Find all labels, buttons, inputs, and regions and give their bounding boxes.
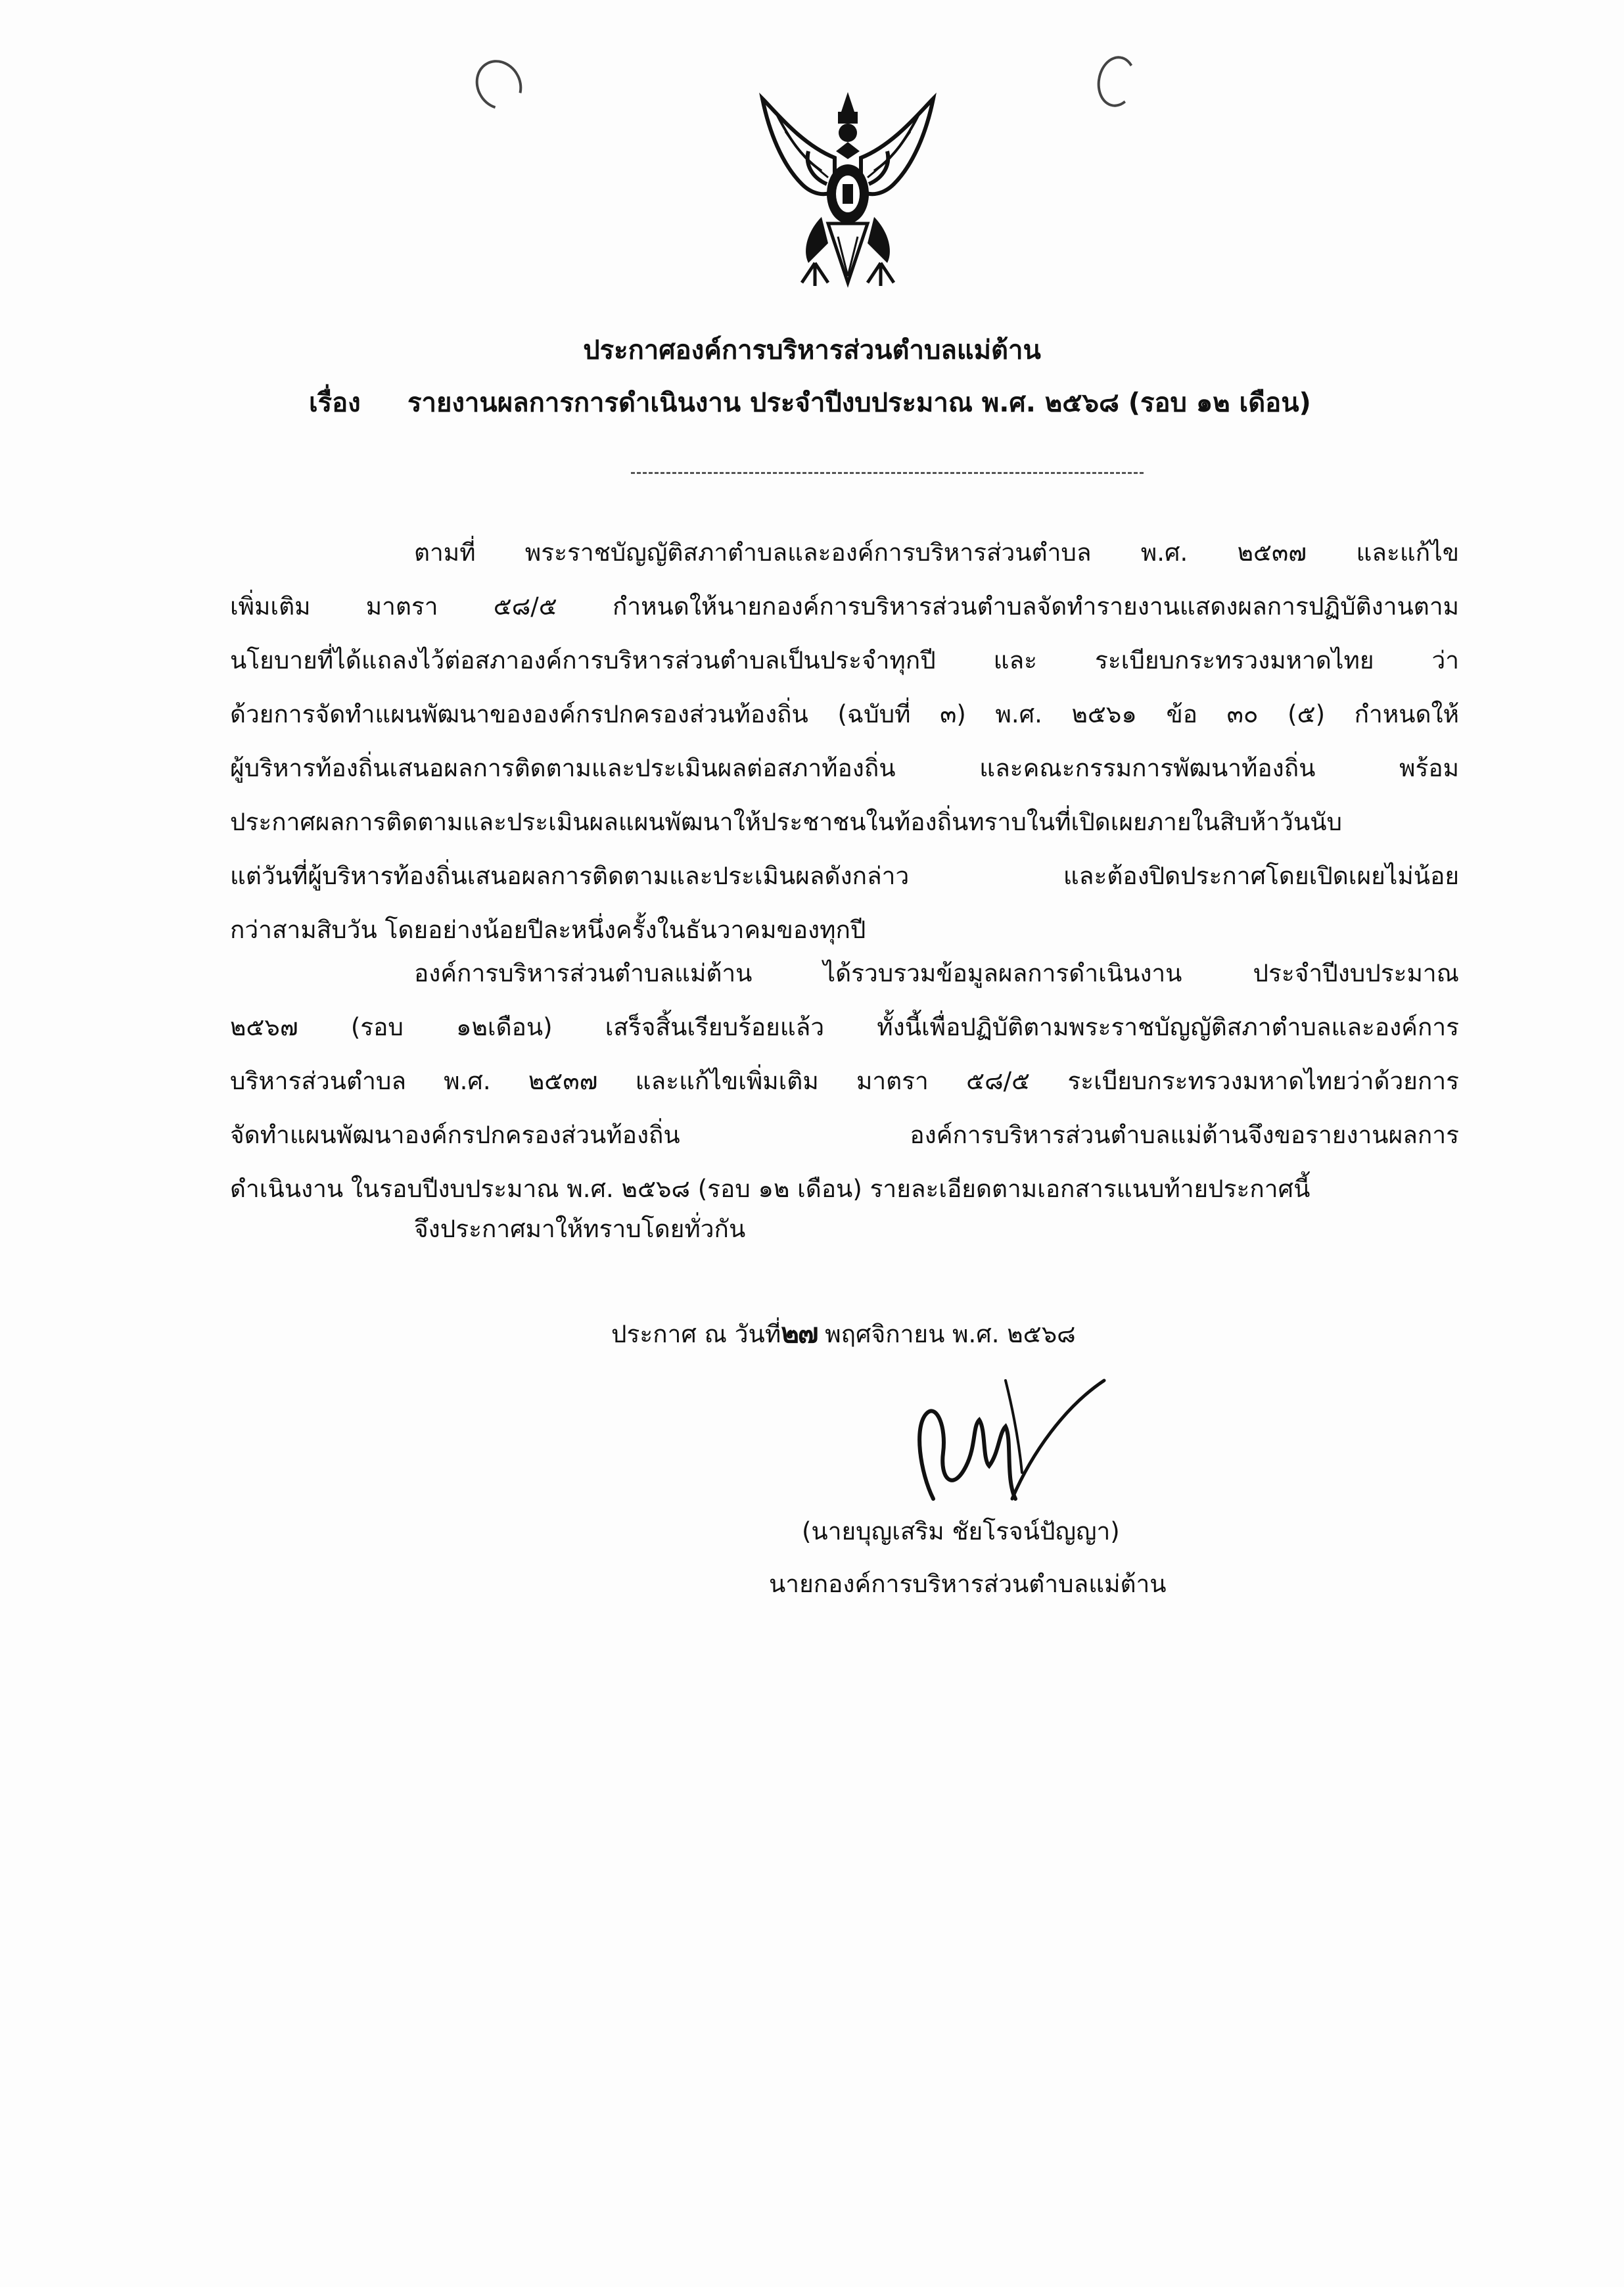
garuda-emblem-icon — [749, 85, 946, 296]
handwritten-signature — [907, 1367, 1117, 1519]
paragraph-line: องค์การบริหารส่วนตำบลแม่ต้าน ได้รวบรวมข้อมูลผลการดำเนินงาน ประจำปีงบประมาณ — [414, 959, 1459, 987]
paragraph-line: เพิ่มเติม มาตรา ๕๘/๕ กำหนดให้นายกองค์การบริหารส่วนตำบลจัดทำรายงานแสดงผลการปฏิบัติงานตาม — [230, 592, 1459, 621]
date-day: ๒๗ — [781, 1317, 818, 1349]
punch-hole-mark — [467, 51, 531, 118]
subject-label: เรื่อง — [309, 388, 361, 418]
closing-statement: จึงประกาศมาให้ทราบโดยทั่วกัน — [414, 1215, 746, 1243]
paragraph-line: แต่วันที่ผู้บริหารท้องถิ่นเสนอผลการติดตามและประเมินผลดังกล่าว และต้องปิดประกาศโดยเปิดเผยไม่น้อย — [230, 862, 1459, 890]
paragraph-line: ตามที่ พระราชบัญญัติสภาตำบลและองค์การบริหารส่วนตำบล พ.ศ. ๒๕๓๗ และแก้ไข — [414, 538, 1459, 567]
date-prefix: ประกาศ ณ วันที่ — [611, 1320, 781, 1348]
divider — [631, 472, 1144, 474]
paragraph-line: กว่าสามสิบวัน โดยอย่างน้อยปีละหนึ่งครั้งในธันวาคมของทุกปี — [230, 916, 866, 944]
paragraph-line: นโยบายที่ได้แถลงไว้ต่อสภาองค์การบริหารส่วนตำบลเป็นประจำทุกปี และ ระเบียบกระทรวงมหาดไทย ว่า — [230, 646, 1459, 674]
paragraph-line: ประกาศผลการติดตามและประเมินผลแผนพัฒนาให้ประชาชนในท้องถิ่นทราบในที่เปิดเผยภายในสิบห้าวันนับ — [230, 808, 1343, 836]
announcement-date — [611, 1311, 1076, 1355]
paragraph-line: จัดทำแผนพัฒนาองค์กรปกครองส่วนท้องถิ่น องค์การบริหารส่วนตำบลแม่ต้านจึงขอรายงานผลการ — [230, 1121, 1459, 1149]
subject-text: รายงานผลการการดำเนินงาน ประจำปีงบประมาณ พ.ศ. ๒๕๖๘ (รอบ ๑๒ เดือน) — [407, 388, 1311, 418]
paragraph-line: ผู้บริหารท้องถิ่นเสนอผลการติดตามและประเมินผลต่อสภาท้องถิ่น และคณะกรรมการพัฒนาท้องถิ่น พร้อม — [230, 754, 1459, 782]
signer-name: (นายบุญเสริม ชัยโรจน์ปัญญา) — [802, 1517, 1120, 1545]
subject-line — [309, 381, 1311, 423]
document-title: ประกาศองค์การบริหารส่วนตำบลแม่ต้าน — [583, 335, 1041, 365]
punch-hole-mark — [1094, 53, 1140, 110]
paragraph-2 — [230, 947, 1459, 1216]
paragraph-line: ด้วยการจัดทำแผนพัฒนาขององค์กรปกครองส่วนท้องถิ่น (ฉบับที่ ๓) พ.ศ. ๒๕๖๑ ข้อ ๓๐ (๕) กำหนดให้ — [230, 700, 1459, 728]
paragraph-line: บริหารส่วนตำบล พ.ศ. ๒๕๓๗ และแก้ไขเพิ่มเติม มาตรา ๕๘/๕ ระเบียบกระทรวงมหาดไทยว่าด้วยการ — [230, 1067, 1459, 1095]
signer-title: นายกองค์การบริหารส่วนตำบลแม่ต้าน — [769, 1570, 1167, 1598]
date-rest: พฤศจิกายน พ.ศ. ๒๕๖๘ — [825, 1320, 1076, 1348]
paragraph-1 — [230, 526, 1459, 957]
paragraph-line: ดำเนินงาน ในรอบปีงบประมาณ พ.ศ. ๒๕๖๘ (รอบ ๑๒ เดือน) รายละเอียดตามเอกสารแนบท้ายประกาศนี้ — [230, 1175, 1311, 1203]
paragraph-line: ๒๕๖๗ (รอบ ๑๒เดือน) เสร็จสิ้นเรียบร้อยแล้ว ทั้งนี้เพื่อปฏิบัติตามพระราชบัญญัติสภาตำบลและองค์การ — [230, 1013, 1459, 1041]
